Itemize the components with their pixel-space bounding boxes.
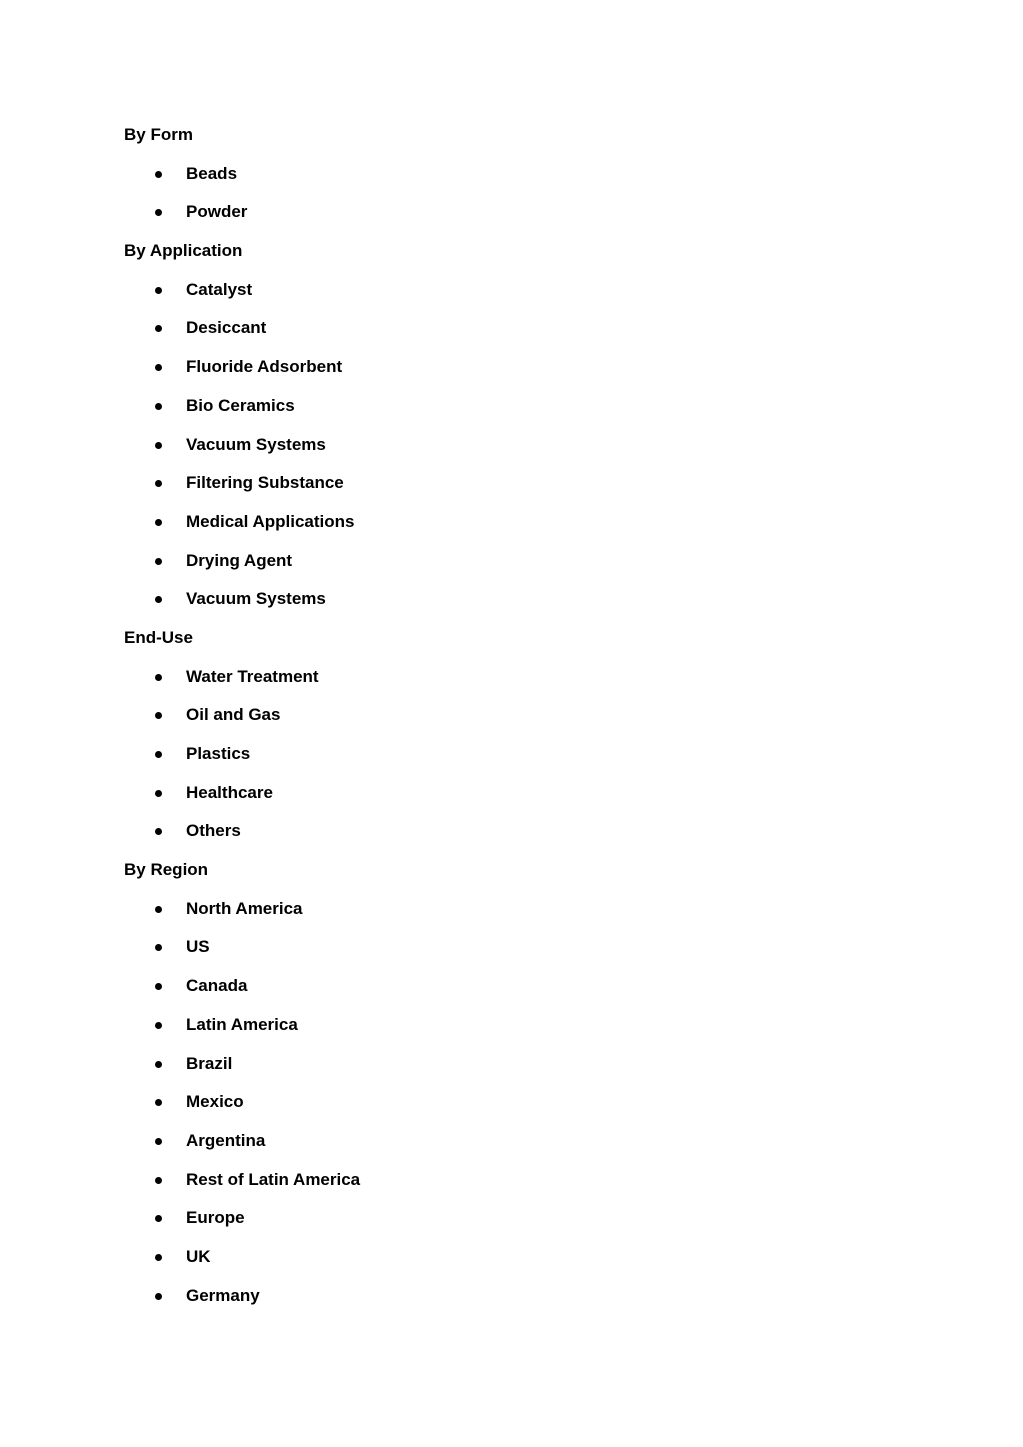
bullet-icon [155,480,162,487]
bullet-list [124,890,924,1316]
section-by-application [124,232,924,619]
list-item [124,890,924,929]
list-item [124,928,924,967]
bullet-icon [155,1138,162,1145]
list-item [124,812,924,851]
list-item-label: Argentina [186,1130,266,1150]
bullet-icon [155,751,162,758]
list-item [124,1199,924,1238]
list-item-label: Filtering Substance [186,473,344,493]
list-item [124,193,924,232]
bullet-icon [155,364,162,371]
list-item [124,1161,924,1200]
list-item [124,464,924,503]
bullet-list [124,155,924,232]
bullet-icon [155,983,162,990]
bullet-icon [155,1177,162,1184]
list-item [124,967,924,1006]
list-item [124,426,924,465]
list-item-label: Beads [186,163,238,183]
bullet-icon [155,1099,162,1106]
section-by-form [124,116,924,232]
list-item-label: Mexico [186,1092,244,1112]
bullet-icon [155,906,162,913]
list-item-label: Plastics [186,744,251,763]
list-item-label: Germany [186,1285,260,1305]
bullet-icon [155,171,162,178]
bullet-icon [155,403,162,410]
document-page [124,116,924,1315]
list-item-label: Medical Applications [186,511,355,531]
bullet-icon [155,712,162,719]
list-item-label: Rest of Latin America [186,1169,361,1189]
list-item [124,155,924,194]
list-item-label: Water Treatment [186,666,319,686]
list-item [124,348,924,387]
list-item-label: Vacuum Systems [186,434,326,454]
bullet-icon [155,790,162,797]
list-item-label: Desiccant [186,318,267,338]
section-by-region [124,851,924,1315]
bullet-icon [155,209,162,216]
bullet-icon [155,1061,162,1068]
list-item-label: Vacuum Systems [186,589,326,609]
section-heading: By Application [124,241,243,261]
section-heading: By Region [124,860,209,880]
list-item-label: Bio Ceramics [186,395,295,415]
bullet-icon [155,325,162,332]
list-item [124,774,924,813]
bullet-icon [155,596,162,603]
bullet-icon [155,1215,162,1222]
list-item [124,309,924,348]
list-item-label: UK [186,1246,211,1266]
list-item-label: US [186,937,210,957]
list-item-label: Catalyst [186,279,253,299]
section-heading: By Form [124,125,193,144]
section-heading: End-Use [124,627,193,647]
list-item [124,1083,924,1122]
list-item [124,658,924,697]
list-item-label: Latin America [186,1014,298,1034]
list-item [124,580,924,619]
list-item-label: Healthcare [186,782,273,802]
list-item [124,735,924,774]
list-item-label: Brazil [186,1053,233,1073]
section-end-use [124,619,924,851]
bullet-list [124,658,924,851]
list-item [124,387,924,426]
bullet-icon [155,1022,162,1029]
list-item [124,503,924,542]
list-item-label: Powder [186,202,248,222]
list-item [124,542,924,581]
list-item-label: Canada [186,976,248,996]
list-item-label: North America [186,898,303,918]
list-item [124,1122,924,1161]
bullet-icon [155,828,162,835]
bullet-icon [155,674,162,681]
list-item [124,1238,924,1277]
bullet-icon [155,944,162,951]
bullet-icon [155,558,162,565]
list-item [124,1045,924,1084]
list-item-label: Drying Agent [186,550,293,570]
list-item [124,271,924,310]
bullet-icon [155,287,162,294]
list-item [124,1006,924,1045]
bullet-icon [155,1293,162,1300]
list-item [124,696,924,735]
bullet-icon [155,519,162,526]
bullet-icon [155,1254,162,1261]
list-item [124,1277,924,1316]
bullet-list [124,271,924,619]
list-item-label: Oil and Gas [186,705,281,725]
list-item-label: Others [186,821,241,841]
bullet-icon [155,442,162,449]
list-item-label: Europe [186,1208,245,1228]
list-item-label: Fluoride Adsorbent [186,357,343,377]
